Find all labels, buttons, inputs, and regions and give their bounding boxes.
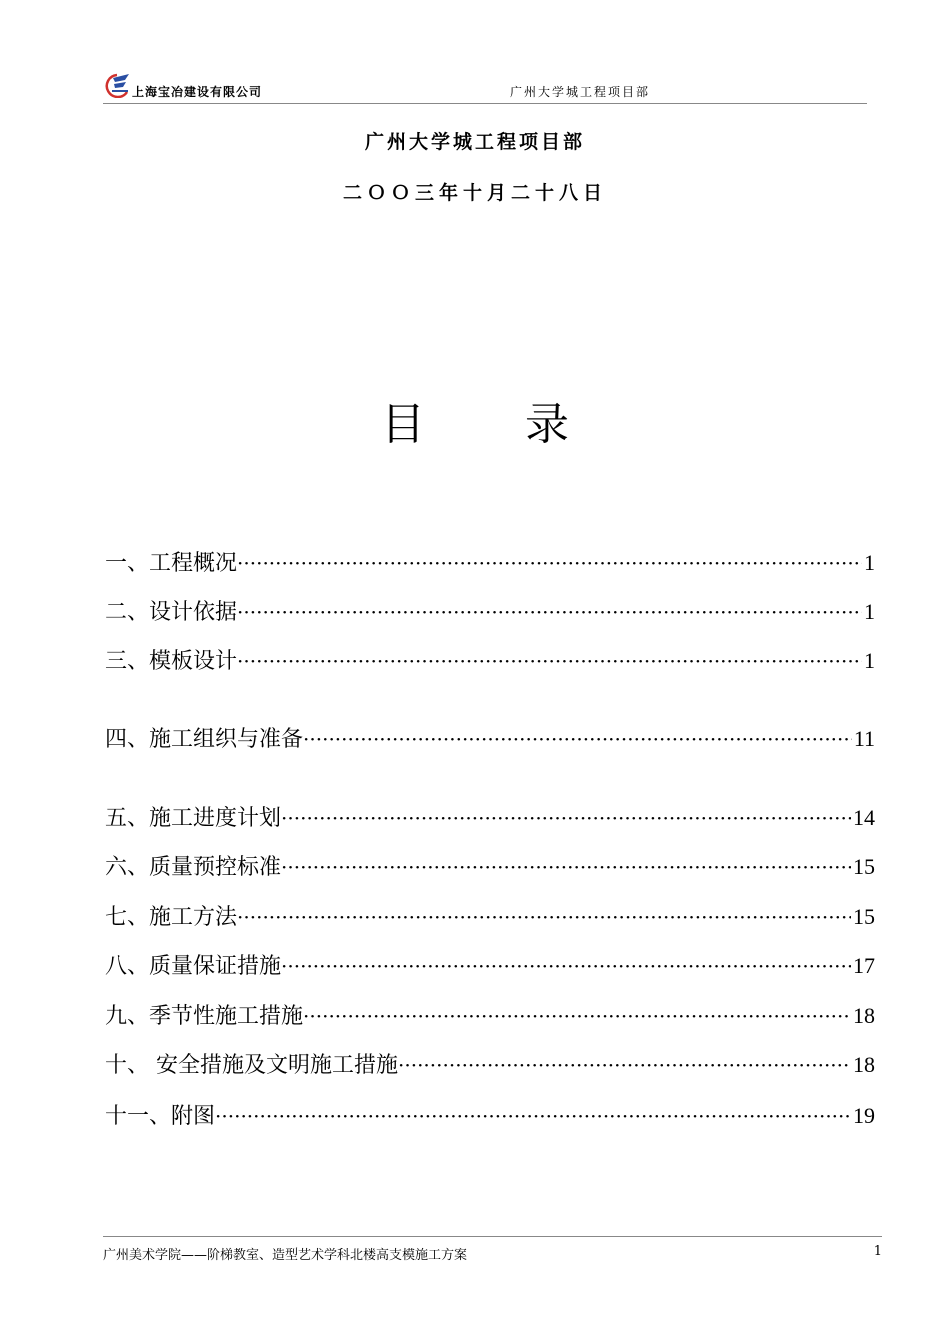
toc-entry-label: 八、质量保证措施 [105, 954, 282, 979]
toc-leader-dots [398, 1053, 851, 1077]
company-logo-icon [103, 72, 131, 98]
company-name: 上海宝冶建设有限公司 [132, 85, 263, 99]
toc-entry-page: 18 [853, 1003, 875, 1028]
page-footer [103, 1236, 882, 1266]
cover-date: 二ＯＯ三年十月二十八日 [342, 182, 607, 204]
toc-entry[interactable] [105, 595, 875, 627]
toc-leader-dots [281, 954, 851, 978]
page-header [0, 70, 950, 104]
toc-entry-page: 11 [853, 726, 875, 751]
toc-entry-page: 1 [864, 599, 875, 624]
toc-leader-dots [215, 1104, 851, 1128]
toc-entry[interactable] [105, 1048, 875, 1080]
toc-leader-dots [281, 806, 851, 830]
header-department: 广州大学城工程项目部 [510, 85, 651, 99]
header-divider [103, 103, 867, 104]
toc-entry[interactable] [105, 644, 875, 676]
toc-entry[interactable] [105, 850, 875, 882]
toc-entry-label: 四、施工组织与准备 [105, 727, 304, 752]
toc-entry-page: 15 [853, 854, 875, 879]
toc-entry-label: 三、模板设计 [105, 649, 238, 674]
toc-entry-label: 五、施工进度计划 [105, 806, 282, 831]
toc-entry[interactable] [105, 801, 875, 833]
toc-entry-label: 一、工程概况 [105, 551, 238, 576]
toc-entry-page: 14 [853, 805, 875, 830]
toc-title: 目录 [381, 399, 669, 450]
toc-entry-page: 1 [864, 648, 875, 673]
toc-entry-label: 九、季节性施工措施 [105, 1004, 304, 1029]
toc-entry[interactable] [105, 722, 875, 754]
toc-leader-dots [237, 905, 851, 929]
toc-entry-page: 1 [864, 550, 875, 575]
toc-entry-label: 六、质量预控标准 [105, 855, 282, 880]
toc-entry-label: 十一、附图 [105, 1104, 216, 1129]
footer-divider [103, 1236, 882, 1237]
footer-document-title: 广州美术学院——阶梯教室、造型艺术学科北楼高支模施工方案 [103, 1248, 468, 1263]
toc-entry-page: 15 [853, 904, 875, 929]
toc-leader-dots [237, 649, 862, 673]
toc-entry[interactable] [105, 999, 875, 1031]
cover-department: 广州大学城工程项目部 [364, 131, 585, 153]
toc-entry[interactable] [105, 949, 875, 981]
toc-leader-dots [237, 600, 862, 624]
toc-entry-label: 二、设计依据 [105, 600, 238, 625]
toc-leader-dots [303, 1004, 851, 1028]
footer-page-number: 1 [873, 1244, 882, 1259]
toc-entry-label: 七、施工方法 [105, 905, 238, 930]
toc-leader-dots [303, 727, 852, 751]
toc-entry[interactable] [105, 900, 875, 932]
toc-entry-page: 18 [853, 1052, 875, 1077]
toc-entry-label: 十、 安全措施及文明施工措施 [105, 1053, 398, 1078]
toc-entry[interactable] [105, 1099, 875, 1131]
toc-leader-dots [237, 551, 862, 575]
toc-entry[interactable] [105, 546, 875, 578]
toc-entry-page: 19 [853, 1103, 875, 1128]
toc-entry-page: 17 [853, 953, 875, 978]
toc-leader-dots [281, 855, 851, 879]
